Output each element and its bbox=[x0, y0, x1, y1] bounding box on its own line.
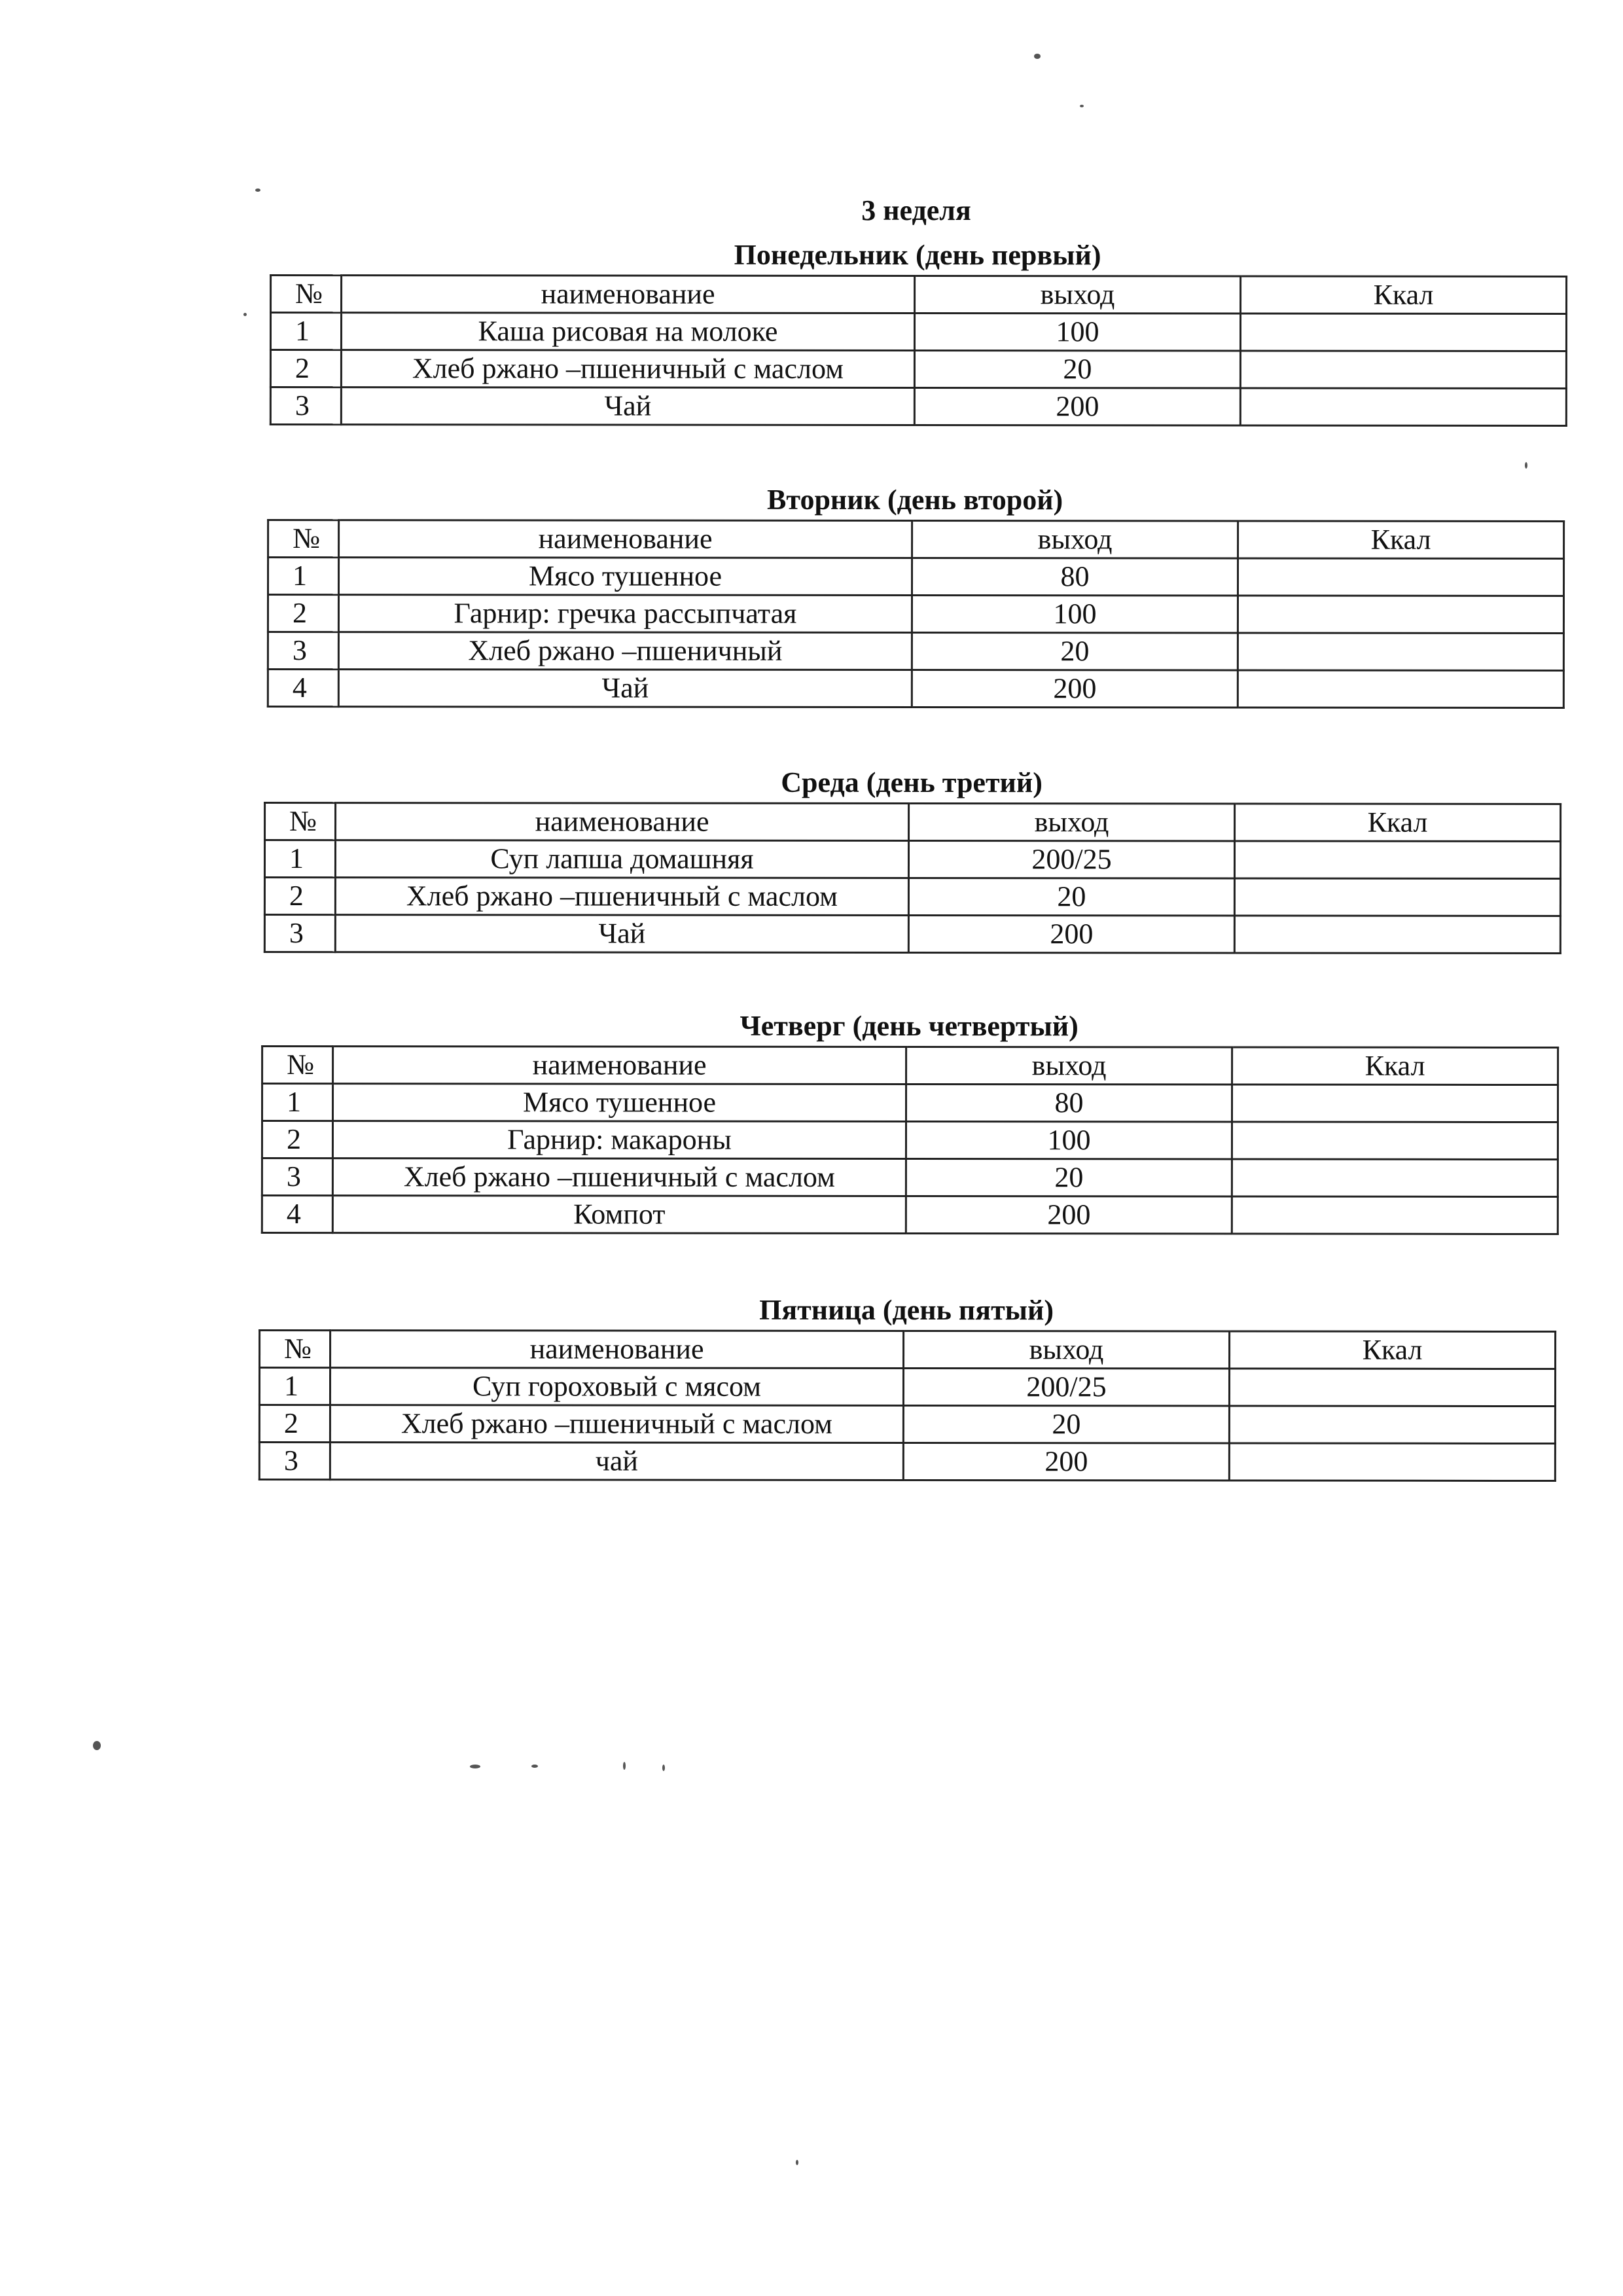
header-output: выход bbox=[915, 276, 1241, 314]
cell-name: Каша рисовая на молоке bbox=[341, 313, 914, 351]
table-row bbox=[264, 914, 1560, 953]
day-section-tuesday bbox=[267, 480, 1563, 709]
table-row bbox=[262, 1158, 1558, 1196]
header-name: наименование bbox=[339, 520, 912, 558]
cell-name: Хлеб ржано –пшеничный с маслом bbox=[335, 878, 908, 916]
header-output: выход bbox=[906, 1047, 1232, 1085]
scan-speck bbox=[1525, 462, 1527, 469]
day-section-monday bbox=[270, 235, 1565, 427]
table-row bbox=[264, 840, 1560, 878]
cell-name: Чай bbox=[335, 915, 908, 953]
scan-speck bbox=[623, 1762, 626, 1770]
table-row bbox=[268, 594, 1563, 633]
cell-name: Суп гороховый с мясом bbox=[330, 1368, 903, 1406]
cell-kcal bbox=[1234, 878, 1560, 916]
cell-kcal bbox=[1240, 351, 1566, 389]
header-num: № bbox=[265, 802, 336, 840]
cell-output: 20 bbox=[906, 1158, 1232, 1196]
day-title: Четверг (день четвертый) bbox=[740, 1009, 1079, 1043]
cell-output: 200/25 bbox=[903, 1368, 1229, 1406]
cell-kcal bbox=[1232, 1122, 1558, 1160]
header-name: наименование bbox=[342, 276, 915, 314]
table-row bbox=[262, 1195, 1558, 1234]
cell-output: 20 bbox=[908, 878, 1234, 916]
header-kcal: Ккал bbox=[1238, 521, 1564, 559]
cell-output: 200 bbox=[903, 1443, 1229, 1480]
cell-num: 3 bbox=[268, 632, 338, 669]
cell-name: Хлеб ржано –пшеничный с маслом bbox=[332, 1158, 906, 1196]
header-num: № bbox=[268, 520, 339, 557]
cell-kcal bbox=[1229, 1443, 1555, 1481]
cell-num: 2 bbox=[268, 594, 338, 632]
cell-kcal bbox=[1240, 388, 1566, 426]
header-name: наименование bbox=[330, 1331, 904, 1369]
day-title: Понедельник (день первый) bbox=[734, 238, 1101, 272]
table-row bbox=[262, 1121, 1558, 1159]
week-title: 3 неделя bbox=[861, 194, 971, 226]
cell-name: Хлеб ржано –пшеничный bbox=[338, 632, 912, 670]
cell-num: 1 bbox=[270, 312, 341, 350]
table-row bbox=[270, 312, 1566, 351]
cell-name: Хлеб ржано –пшеничный с маслом bbox=[341, 350, 914, 388]
header-kcal: Ккал bbox=[1241, 276, 1567, 314]
cell-output: 200/25 bbox=[908, 840, 1234, 878]
header-num: № bbox=[260, 1330, 330, 1367]
table-row bbox=[264, 877, 1560, 916]
cell-name: Хлеб ржано –пшеничный с маслом bbox=[330, 1405, 903, 1443]
cell-name: Гарнир: гречка рассыпчатая bbox=[338, 595, 912, 633]
cell-kcal bbox=[1232, 1159, 1558, 1197]
cell-kcal bbox=[1238, 558, 1563, 596]
cell-kcal bbox=[1240, 314, 1566, 351]
cell-kcal bbox=[1238, 670, 1563, 708]
cell-num: 2 bbox=[264, 877, 335, 914]
cell-num: 1 bbox=[259, 1367, 330, 1405]
day-section-wednesday bbox=[264, 762, 1560, 954]
scan-speck bbox=[662, 1765, 665, 1771]
cell-kcal bbox=[1238, 596, 1563, 634]
cell-output: 80 bbox=[906, 1084, 1232, 1122]
cell-name: Суп лапша домашняя bbox=[335, 840, 908, 878]
day-title: Среда (день третий) bbox=[781, 766, 1043, 799]
cell-output: 20 bbox=[912, 632, 1238, 670]
menu-table bbox=[261, 1045, 1559, 1235]
table-row bbox=[259, 1367, 1555, 1406]
table-row bbox=[268, 557, 1563, 596]
cell-name: чай bbox=[330, 1443, 903, 1480]
cell-kcal bbox=[1229, 1369, 1555, 1407]
table-header-row bbox=[262, 1046, 1558, 1085]
cell-output: 100 bbox=[906, 1121, 1232, 1159]
cell-output: 200 bbox=[908, 915, 1234, 953]
header-output: выход bbox=[909, 803, 1235, 841]
cell-num: 4 bbox=[268, 669, 338, 706]
cell-name: Чай bbox=[338, 670, 912, 708]
table-row bbox=[268, 669, 1563, 708]
cell-output: 200 bbox=[914, 387, 1240, 425]
cell-num: 2 bbox=[259, 1405, 330, 1442]
day-section-thursday bbox=[261, 1006, 1557, 1235]
day-title: Вторник (день второй) bbox=[767, 483, 1063, 516]
table-header-row bbox=[271, 275, 1567, 314]
scan-speck bbox=[1034, 54, 1041, 59]
day-title: Пятница (день пятый) bbox=[759, 1293, 1054, 1327]
cell-num: 3 bbox=[262, 1158, 332, 1195]
header-output: выход bbox=[904, 1331, 1230, 1369]
table-header-row bbox=[268, 520, 1564, 558]
scan-speck bbox=[796, 2160, 798, 2165]
header-kcal: Ккал bbox=[1235, 804, 1561, 842]
cell-name: Мясо тушенное bbox=[332, 1084, 906, 1122]
header-num: № bbox=[262, 1046, 333, 1083]
cell-kcal bbox=[1234, 916, 1560, 954]
scan-speck bbox=[531, 1765, 538, 1768]
cell-output: 200 bbox=[906, 1196, 1232, 1234]
cell-output: 100 bbox=[912, 595, 1238, 633]
menu-table bbox=[270, 274, 1567, 427]
cell-name: Мясо тушенное bbox=[338, 558, 912, 596]
header-name: наименование bbox=[336, 803, 909, 841]
header-name: наименование bbox=[333, 1047, 906, 1085]
scan-speck bbox=[255, 188, 260, 192]
cell-output: 100 bbox=[914, 313, 1240, 351]
menu-table bbox=[264, 802, 1561, 954]
table-row bbox=[270, 350, 1566, 388]
scan-speck bbox=[470, 1765, 480, 1768]
cell-name: Гарнир: макароны bbox=[332, 1121, 906, 1159]
cell-num: 2 bbox=[270, 350, 341, 387]
header-num: № bbox=[271, 275, 342, 312]
menu-table bbox=[259, 1329, 1556, 1482]
cell-num: 1 bbox=[262, 1083, 332, 1121]
cell-kcal bbox=[1238, 633, 1563, 671]
table-row bbox=[270, 387, 1566, 425]
cell-num: 1 bbox=[264, 840, 335, 877]
cell-kcal bbox=[1232, 1085, 1558, 1122]
table-row bbox=[259, 1442, 1555, 1480]
cell-num: 4 bbox=[262, 1195, 332, 1232]
cell-name: Компот bbox=[332, 1196, 906, 1234]
menu-table bbox=[267, 519, 1565, 709]
cell-name: Чай bbox=[341, 387, 914, 425]
header-kcal: Ккал bbox=[1230, 1331, 1556, 1369]
cell-num: 3 bbox=[270, 387, 341, 424]
scan-speck bbox=[93, 1741, 101, 1750]
cell-kcal bbox=[1229, 1406, 1555, 1444]
cell-num: 1 bbox=[268, 557, 338, 594]
cell-num: 2 bbox=[262, 1121, 332, 1158]
table-row bbox=[259, 1405, 1555, 1443]
table-header-row bbox=[260, 1330, 1556, 1369]
cell-num: 3 bbox=[264, 914, 335, 952]
header-kcal: Ккал bbox=[1232, 1047, 1558, 1085]
day-section-friday bbox=[259, 1290, 1554, 1482]
table-row bbox=[262, 1083, 1558, 1122]
table-row bbox=[268, 632, 1563, 670]
cell-output: 200 bbox=[912, 670, 1238, 708]
scan-speck bbox=[1080, 105, 1084, 107]
table-header-row bbox=[265, 802, 1561, 841]
cell-num: 3 bbox=[259, 1442, 330, 1479]
scan-speck bbox=[243, 313, 247, 316]
cell-output: 20 bbox=[914, 350, 1240, 388]
cell-output: 20 bbox=[903, 1405, 1229, 1443]
header-output: выход bbox=[912, 520, 1238, 558]
cell-kcal bbox=[1234, 841, 1560, 879]
cell-kcal bbox=[1232, 1196, 1558, 1234]
cell-output: 80 bbox=[912, 558, 1238, 596]
